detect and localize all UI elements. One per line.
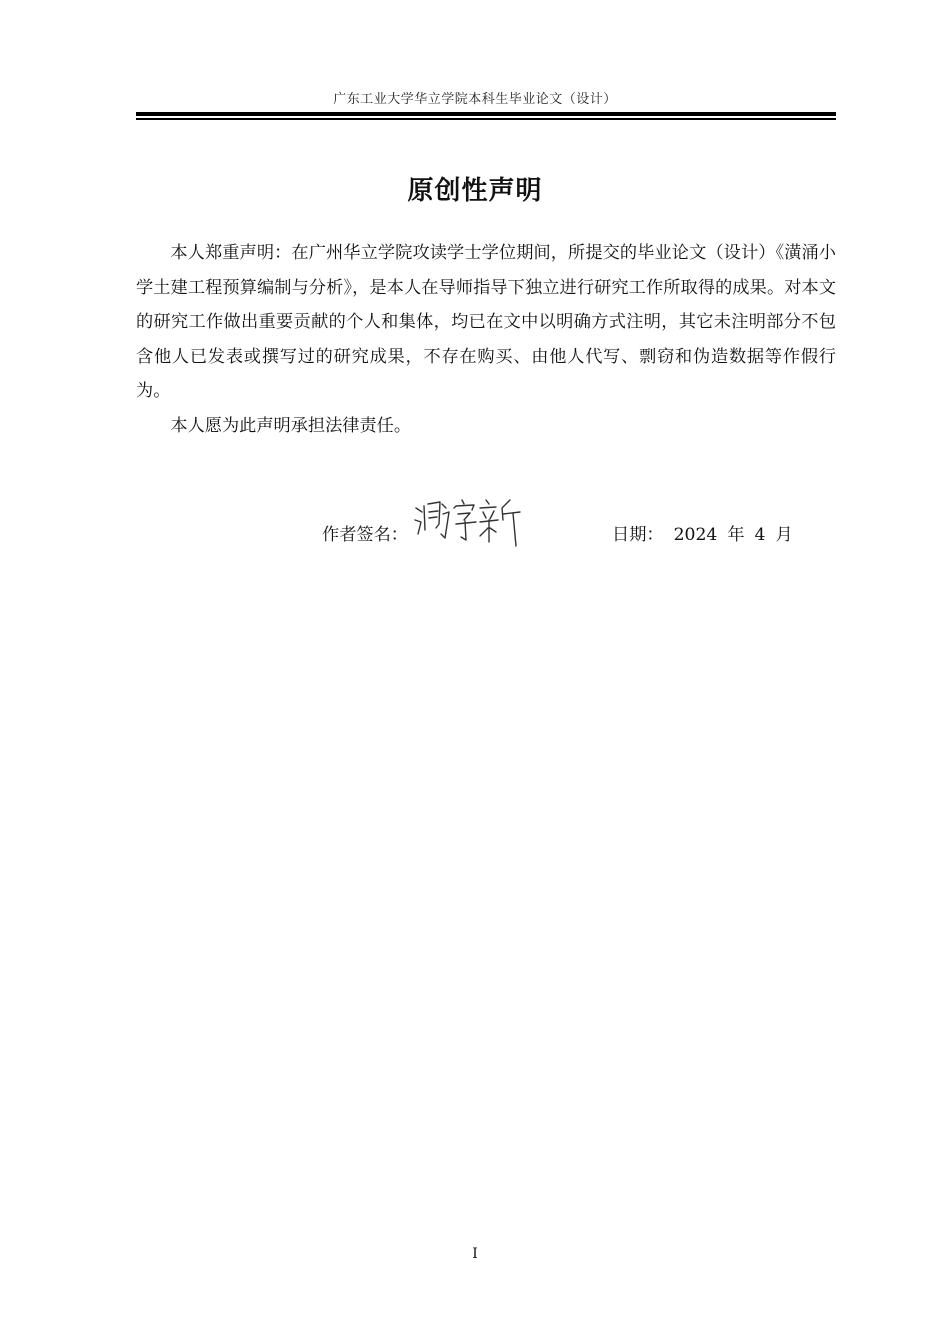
handwritten-signature: [412, 494, 528, 554]
declaration-paragraph: 本人郑重声明：在广州华立学院攻读学士学位期间，所提交的毕业论文（设计）《潢涌小学土建工程预算编制与分析》，是本人在导师指导下独立进行研究工作所取得的成果。对本文的研究工作做出重要贡献的个人和集体，均已在文中以明确方式注明，其它未注明部分不包含他人已发表或撰写过的研究成果，不存在购买、由他人代写、剽窃和伪造数据等作假行为。: [136, 243, 836, 401]
page-title: 原创性声明: [407, 176, 543, 206]
date-month-unit: 月: [775, 525, 793, 545]
date-year-unit: 年: [727, 525, 745, 545]
date-year: 2024: [673, 525, 718, 545]
header-rule-thin: [136, 118, 836, 120]
header-rule-thick: [136, 112, 836, 116]
header-rule: [136, 112, 836, 121]
running-header: 广东工业大学华立学院本科生毕业论文（设计）: [333, 92, 617, 107]
liability-paragraph: 本人愿为此声明承担法律责任。: [170, 415, 412, 436]
page-number: I: [472, 1246, 478, 1262]
date-month: 4: [754, 525, 766, 545]
signature-row: [0, 516, 950, 552]
date-label: 日期：: [612, 525, 664, 545]
signature-date: [612, 520, 803, 545]
author-signature-label: 作者签名：: [322, 525, 408, 545]
declaration-body: [136, 236, 836, 443]
